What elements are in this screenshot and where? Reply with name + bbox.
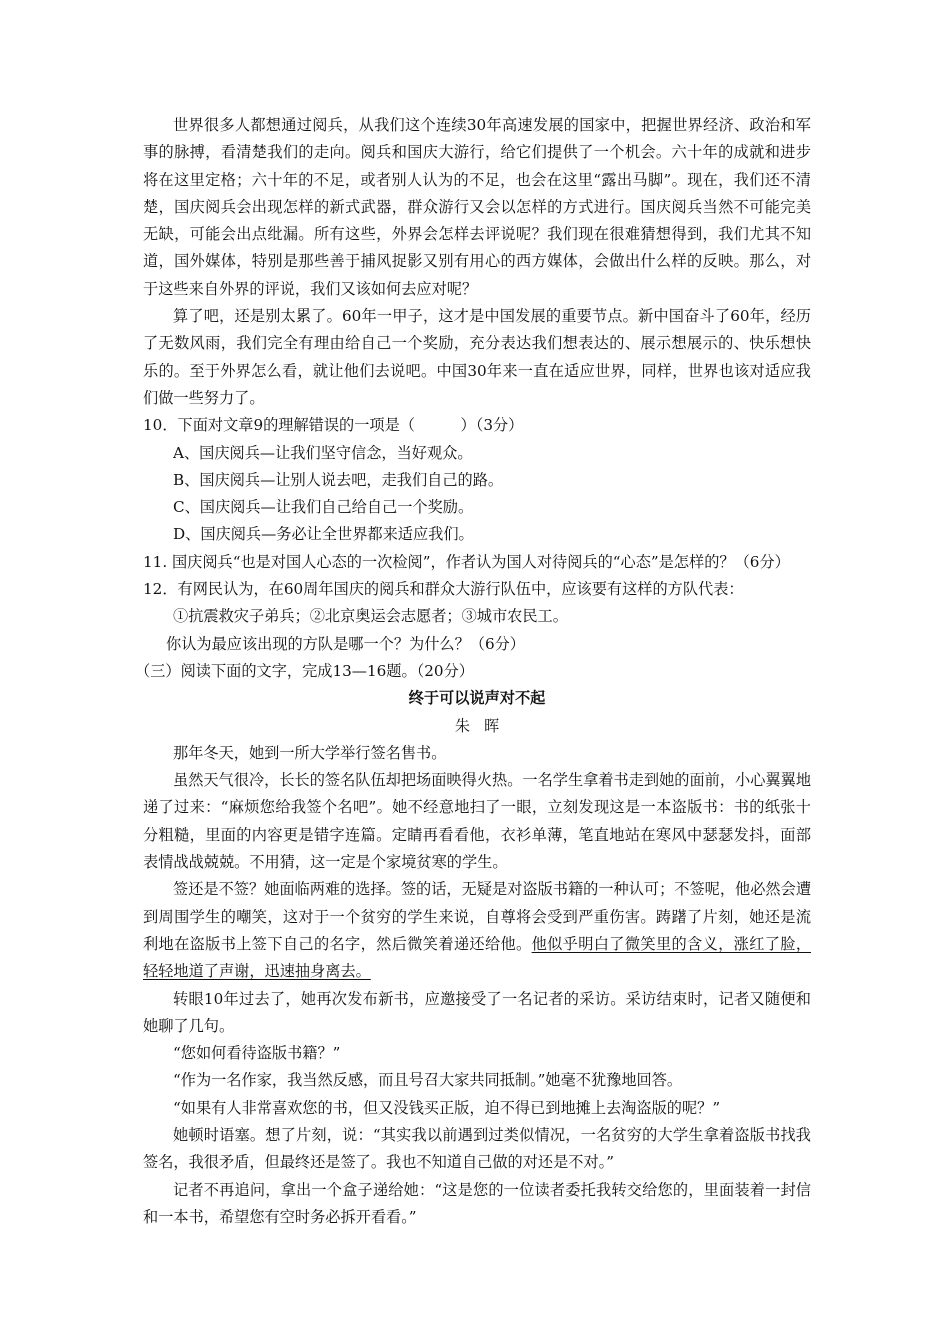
story-paragraph: 记者不再追问，拿出一个盒子递给她：“这是您的一位读者委托我转交给您的，里面装着一封信和一本书，希望您有空时务必拆开看看。” <box>143 1180 811 1226</box>
question-10-option-a: A、国庆阅兵—让我们坚守信念，当好观众。 <box>173 443 473 462</box>
passage-paragraph: 算了吧，还是别太累了。60年一甲子，这才是中国发展的重要节点。新中国奋斗了60年，经历了无数风雨，我们完全有理由给自己一个奖励，充分表达我们想表达的、展示想展示的、快乐想快乐的。至于外界怎么看，就让他们去说吧。中国30年来一直在适应世界，同样，世界也该对适应我们做一些努力了。 <box>143 307 811 407</box>
story-paragraph: 她顿时语塞。想了片刻，说：“其实我以前遇到过类似情况，一名贫穷的大学生拿着盗版书找我签名，我很矛盾，但最终还是签了。我也不知道自己做的对还是不对。” <box>143 1125 811 1172</box>
story-dialogue: “您如何看待盗版书籍？” <box>173 1044 341 1063</box>
story-author: 朱晖 <box>454 716 514 735</box>
section-3-heading: （三）阅读下面的文字，完成13—16题。（20分） <box>135 661 474 680</box>
question-12-stem: 12．有网民认为，在60周年国庆的阅兵和群众大游行队伍中，应该要有这样的方队代表： <box>143 580 744 599</box>
story-dialogue: “作为一名作家，我当然反感，而且号召大家共同抵制。”她毫不犹豫地回答。 <box>173 1071 683 1090</box>
story-text: 签还是不签？她面临两难的选择。签的话，无疑是对盗版书籍的一种认可；不签呢，他必然会遭到周围学生的嘲笑，这对于一个贫穷的学生来说，自尊将会受到严重伤害。踌躇了片刻，她还是流利地在盗版书上签下自己的名字，然后微笑着递还给他。 <box>143 880 811 953</box>
story-paragraph: 那年冬天，她到一所大学举行签名售书。 <box>173 743 447 762</box>
story-paragraph: 转眼10年过去了，她再次发布新书，应邀接受了一名记者的采访。采访结束时，记者又随便和她聊了几句。 <box>143 989 811 1035</box>
story-title: 终于可以说声对不起 <box>408 689 546 708</box>
question-10-option-b: B、国庆阅兵—让别人说去吧，走我们自己的路。 <box>173 470 504 489</box>
question-10-option-d: D、国庆阅兵—务必让全世界都来适应我们。 <box>173 525 474 544</box>
passage-paragraph: 世界很多人都想通过阅兵，从我们这个连续30年高速发展的国家中，把握世界经济、政治和军事的脉搏，看清楚我们的走向。阅兵和国庆大游行，给它们提供了一个机会。六十年的成就和进步将在这里定格；六十年的不足，或者别人认为的不足，也会在这里“露出马脚”。现在，我们还不清楚，国庆阅兵会出现怎样的新式武器，群众游行又会以怎样的方式进行。国庆阅兵当然不可能完美无缺，可能会出点纰漏。所有这些，外界会怎样去评说呢？我们现在很难猜想得到，我们尤其不知道，国外媒体，特别是那些善于捕风捉影又别有用心的西方媒体，会做出什么样的反映。那么，对于这些来自外界的评说，我们又该如何去应对呢？ <box>143 116 811 298</box>
story-dialogue: “如果有人非常喜欢您的书，但又没钱买正版，迫不得已到地摊上去淘盗版的呢？” <box>173 1098 721 1117</box>
question-12-choices: ①抗震救灾子弟兵；②北京奥运会志愿者；③城市农民工。 <box>173 607 568 626</box>
question-10-stem: 10．下面对文章9的理解错误的一项是（ ）（3分） <box>143 416 524 435</box>
story-paragraph <box>143 876 811 985</box>
question-12-ask: 你认为最应该出现的方队是哪一个？为什么？（6分） <box>166 634 525 653</box>
underlined-sentence: 他似乎明白了微笑里的含义，涨红了脸，轻轻地道了声谢，迅速抽身离去。 <box>143 934 812 981</box>
document-page <box>135 112 812 1231</box>
question-10-option-c: C、国庆阅兵—让我们自己给自己一个奖励。 <box>173 498 474 517</box>
question-11-stem: 11. 国庆阅兵“也是对国人心态的一次检阅”，作者认为国人对待阅兵的“心态”是怎样的？（6分） <box>143 552 790 571</box>
story-paragraph: 虽然天气很冷，长长的签名队伍却把场面映得火热。一名学生拿着书走到她的面前，小心翼翼地递了过来：“麻烦您给我签个名吧”。她不经意地扫了一眼，立刻发现这是一本盗版书：书的纸张十分粗糙，里面的内容更是错字连篇。定睛再看看他，衣衫单薄，笔直地站在寒风中瑟瑟发抖，面部表情战战兢兢。不用猜，这一定是个家境贫寒的学生。 <box>143 771 811 872</box>
